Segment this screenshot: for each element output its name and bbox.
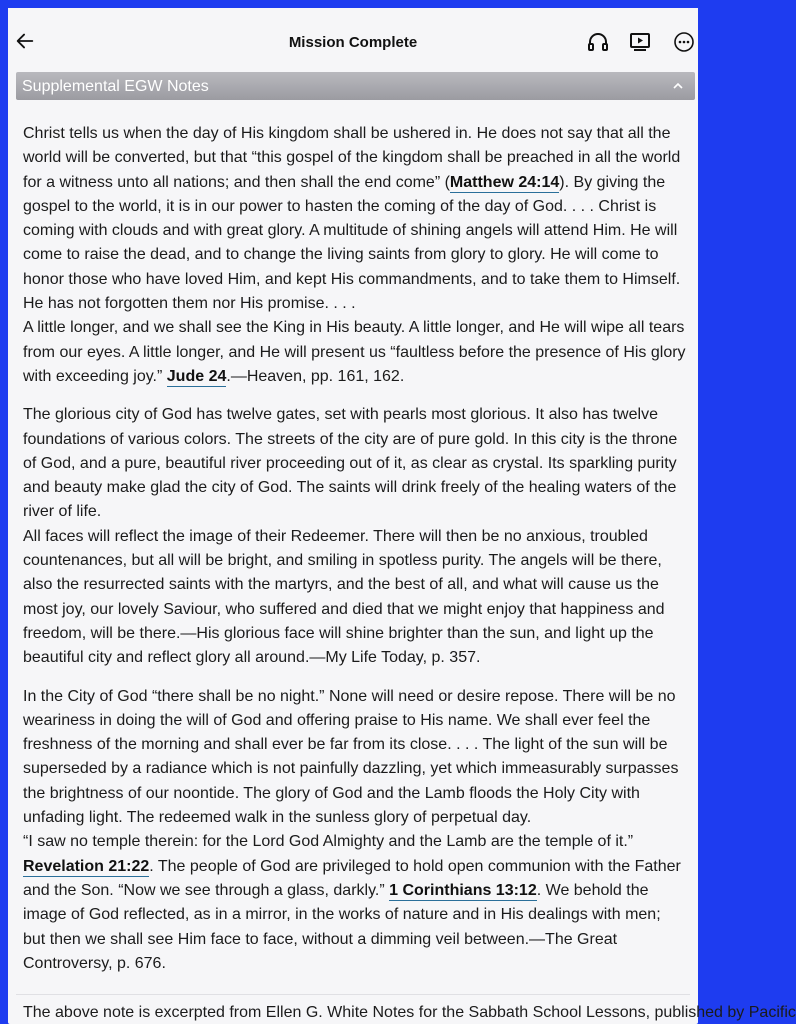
scripture-reference-link[interactable]: Revelation 21:22 (23, 857, 150, 875)
top-bar (8, 8, 698, 70)
paragraph-text: In the City of God “there shall be no night.” None will need or desire repose. There will be no weariness in doing the will of God and offering praise to His name. We shall ever feel the freshness of the morning and shall ever be far from its close. . . . The light of the sun will be superseded by a radiance which is not painfully dazzling, yet which immeasurably surpasses the brightness of our noontide. The glory of God and the Lamb floods the Holy City with unfading light. The redeemed walk in the sunless glory of perpetual day. (23, 687, 679, 827)
divider (16, 994, 690, 995)
paragraph-text: Christ tells us when the day of His kingdom shall be ushered in. He does not say that all the world will be converted, but that “this gospel of the kingdom shall be preached in all the world for a witness unto all nations; and then shall the end come” ( (23, 125, 681, 191)
paragraph-text: . We behold the image of God reflected, as in a mirror, in the works of nature and in His dealings with men; but then we shall see Him face to face, without a dimming veil between.—The Great Controversy, p. 676. (23, 881, 661, 972)
section-title: Supplemental EGW Notes (22, 78, 209, 95)
app-window (8, 8, 796, 1024)
paragraph-text: ). By giving the gospel to the world, it is in our power to hasten the coming of the day of God. . . . Christ is coming with clouds and with great glory. A multitude of shining angels will attend Him. He will come to raise the dead, and to change the living saints from glory to glory. He will come to honor those who have loved Him, and kept His commandments, and to take them to Himself. He has not forgotten them nor His promise. . . . (23, 173, 681, 313)
page-title: Mission Complete (288, 34, 418, 51)
scripture-reference-link[interactable]: 1 Corinthians 13:12 (389, 881, 537, 899)
scripture-reference-link[interactable]: Matthew 24:14 (449, 173, 560, 191)
headphones-icon[interactable] (586, 30, 610, 54)
paragraph-text: A little longer, and we shall see the King in His beauty. A little longer, and He will wipe all tears from our eyes. A little longer, and He will present us “faultless before the presence of His glory with exceeding joy.” (23, 319, 686, 385)
footer-note: The above note is excerpted from Ellen G. White Notes for the Sabbath School Lessons, published by Pacific (23, 1004, 796, 1021)
paragraph-text: . The people of God are privileged to hold open communion with the Father and the Son. “Now we see through a glass, darkly.” (23, 857, 681, 899)
chevron-up-icon[interactable] (673, 81, 683, 91)
notes-content (23, 122, 687, 990)
scripture-reference-link[interactable]: Jude 24 (166, 367, 227, 385)
note-paragraph (23, 403, 687, 670)
supplemental-notes-header[interactable] (16, 72, 695, 100)
paragraph-text: The glorious city of God has twelve gates, set with pearls most glorious. It also has twelve foundations of various colors. The streets of the city are of pure gold. In this city is the throne of God, and a pure, beautiful river proceeding out of it, as clear as crystal. Its sparkling purity and beauty make glad the city of God. The saints will drink freely of the healing waters of the river of life. (23, 406, 678, 521)
paragraph-text: .—Heaven, pp. 161, 162. (226, 367, 405, 385)
paragraph-text: “I saw no temple therein: for the Lord God Almighty and the Lamb are the temple of it.” (23, 833, 634, 851)
paragraph-text: All faces will reflect the image of their Redeemer. There will then be no anxious, troubled countenances, but all will be bright, and smiling in spotless purity. The angels will be there, also the resurrected saints with the martyrs, and the best of all, and what will cause us the most joy, our lovely Saviour, who suffered and died that we might enjoy that happiness and freedom, will be there.—His glorious face will shine brighter than the sun, and light up the beautiful city and reflect glory all around.—My Life Today, p. 357. (23, 527, 665, 667)
note-paragraph (23, 122, 687, 389)
note-paragraph (23, 685, 687, 977)
more-options-icon[interactable] (672, 30, 696, 54)
video-play-icon[interactable] (628, 30, 652, 54)
